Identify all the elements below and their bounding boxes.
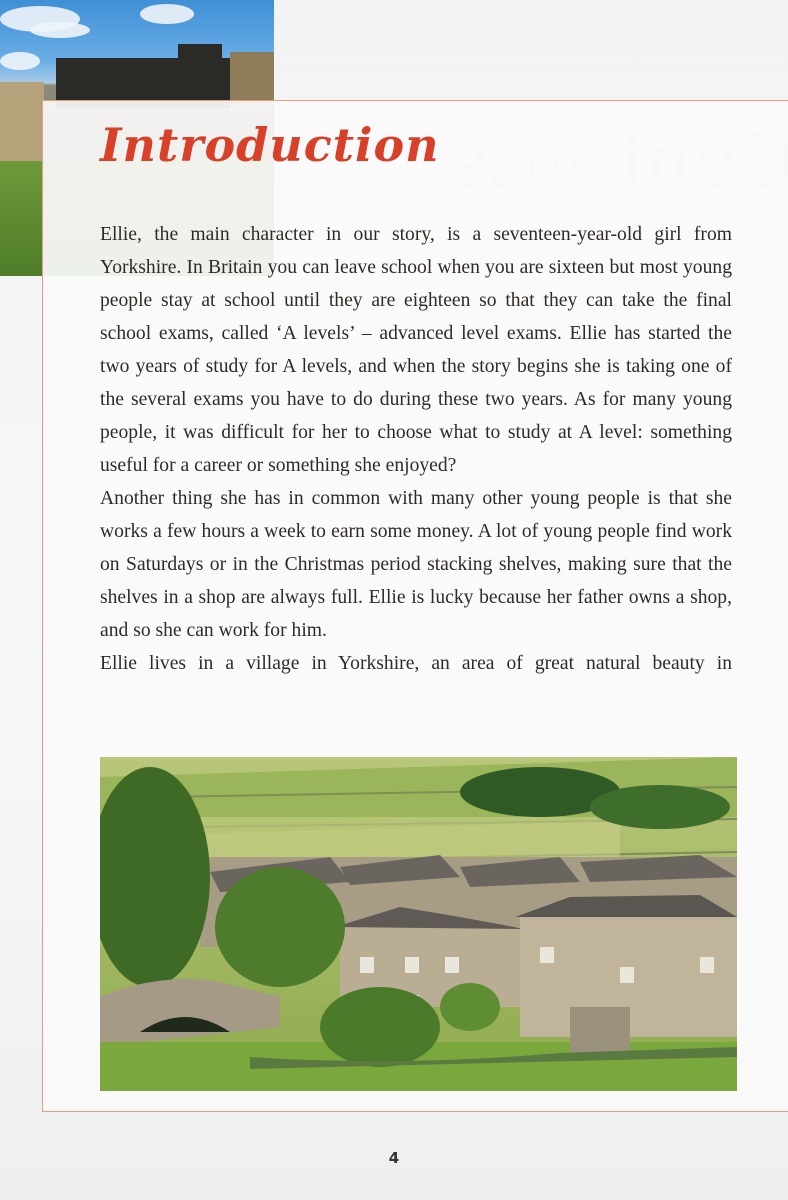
page-title: Introduction [100, 118, 440, 172]
paragraph-2: Another thing she has in common with many other young people is that she works a few hours a week to earn some money. A lot of young people find work on Saturdays or in the Christmas period stacking shelves, making sure that the shelves in a shop are always full. Ellie is lucky because her father owns a shop, and so she can work for him. [100, 488, 732, 641]
page-number: 4 [388, 1149, 400, 1167]
village-photo [100, 757, 737, 1091]
paragraph-1: Ellie, the main character in our story, is a seventeen-year-old girl from Yorkshire. In Britain you can leave school when you are sixteen but most young people stay at school until they are eighteen so that they can take the final school exams, called ‘A levels’ – advanced level exams. Ellie has started the two years of study for A levels, and when the story begins she is taking one of the several exams you have to do during these two years. As for many young people, it was difficult for her to choose what to study at A level: something useful for a career or something she enjoyed? [100, 224, 732, 476]
body-text [100, 218, 732, 680]
paragraph-3: Ellie lives in a village in Yorkshire, an area of great natural beauty in [100, 653, 732, 674]
